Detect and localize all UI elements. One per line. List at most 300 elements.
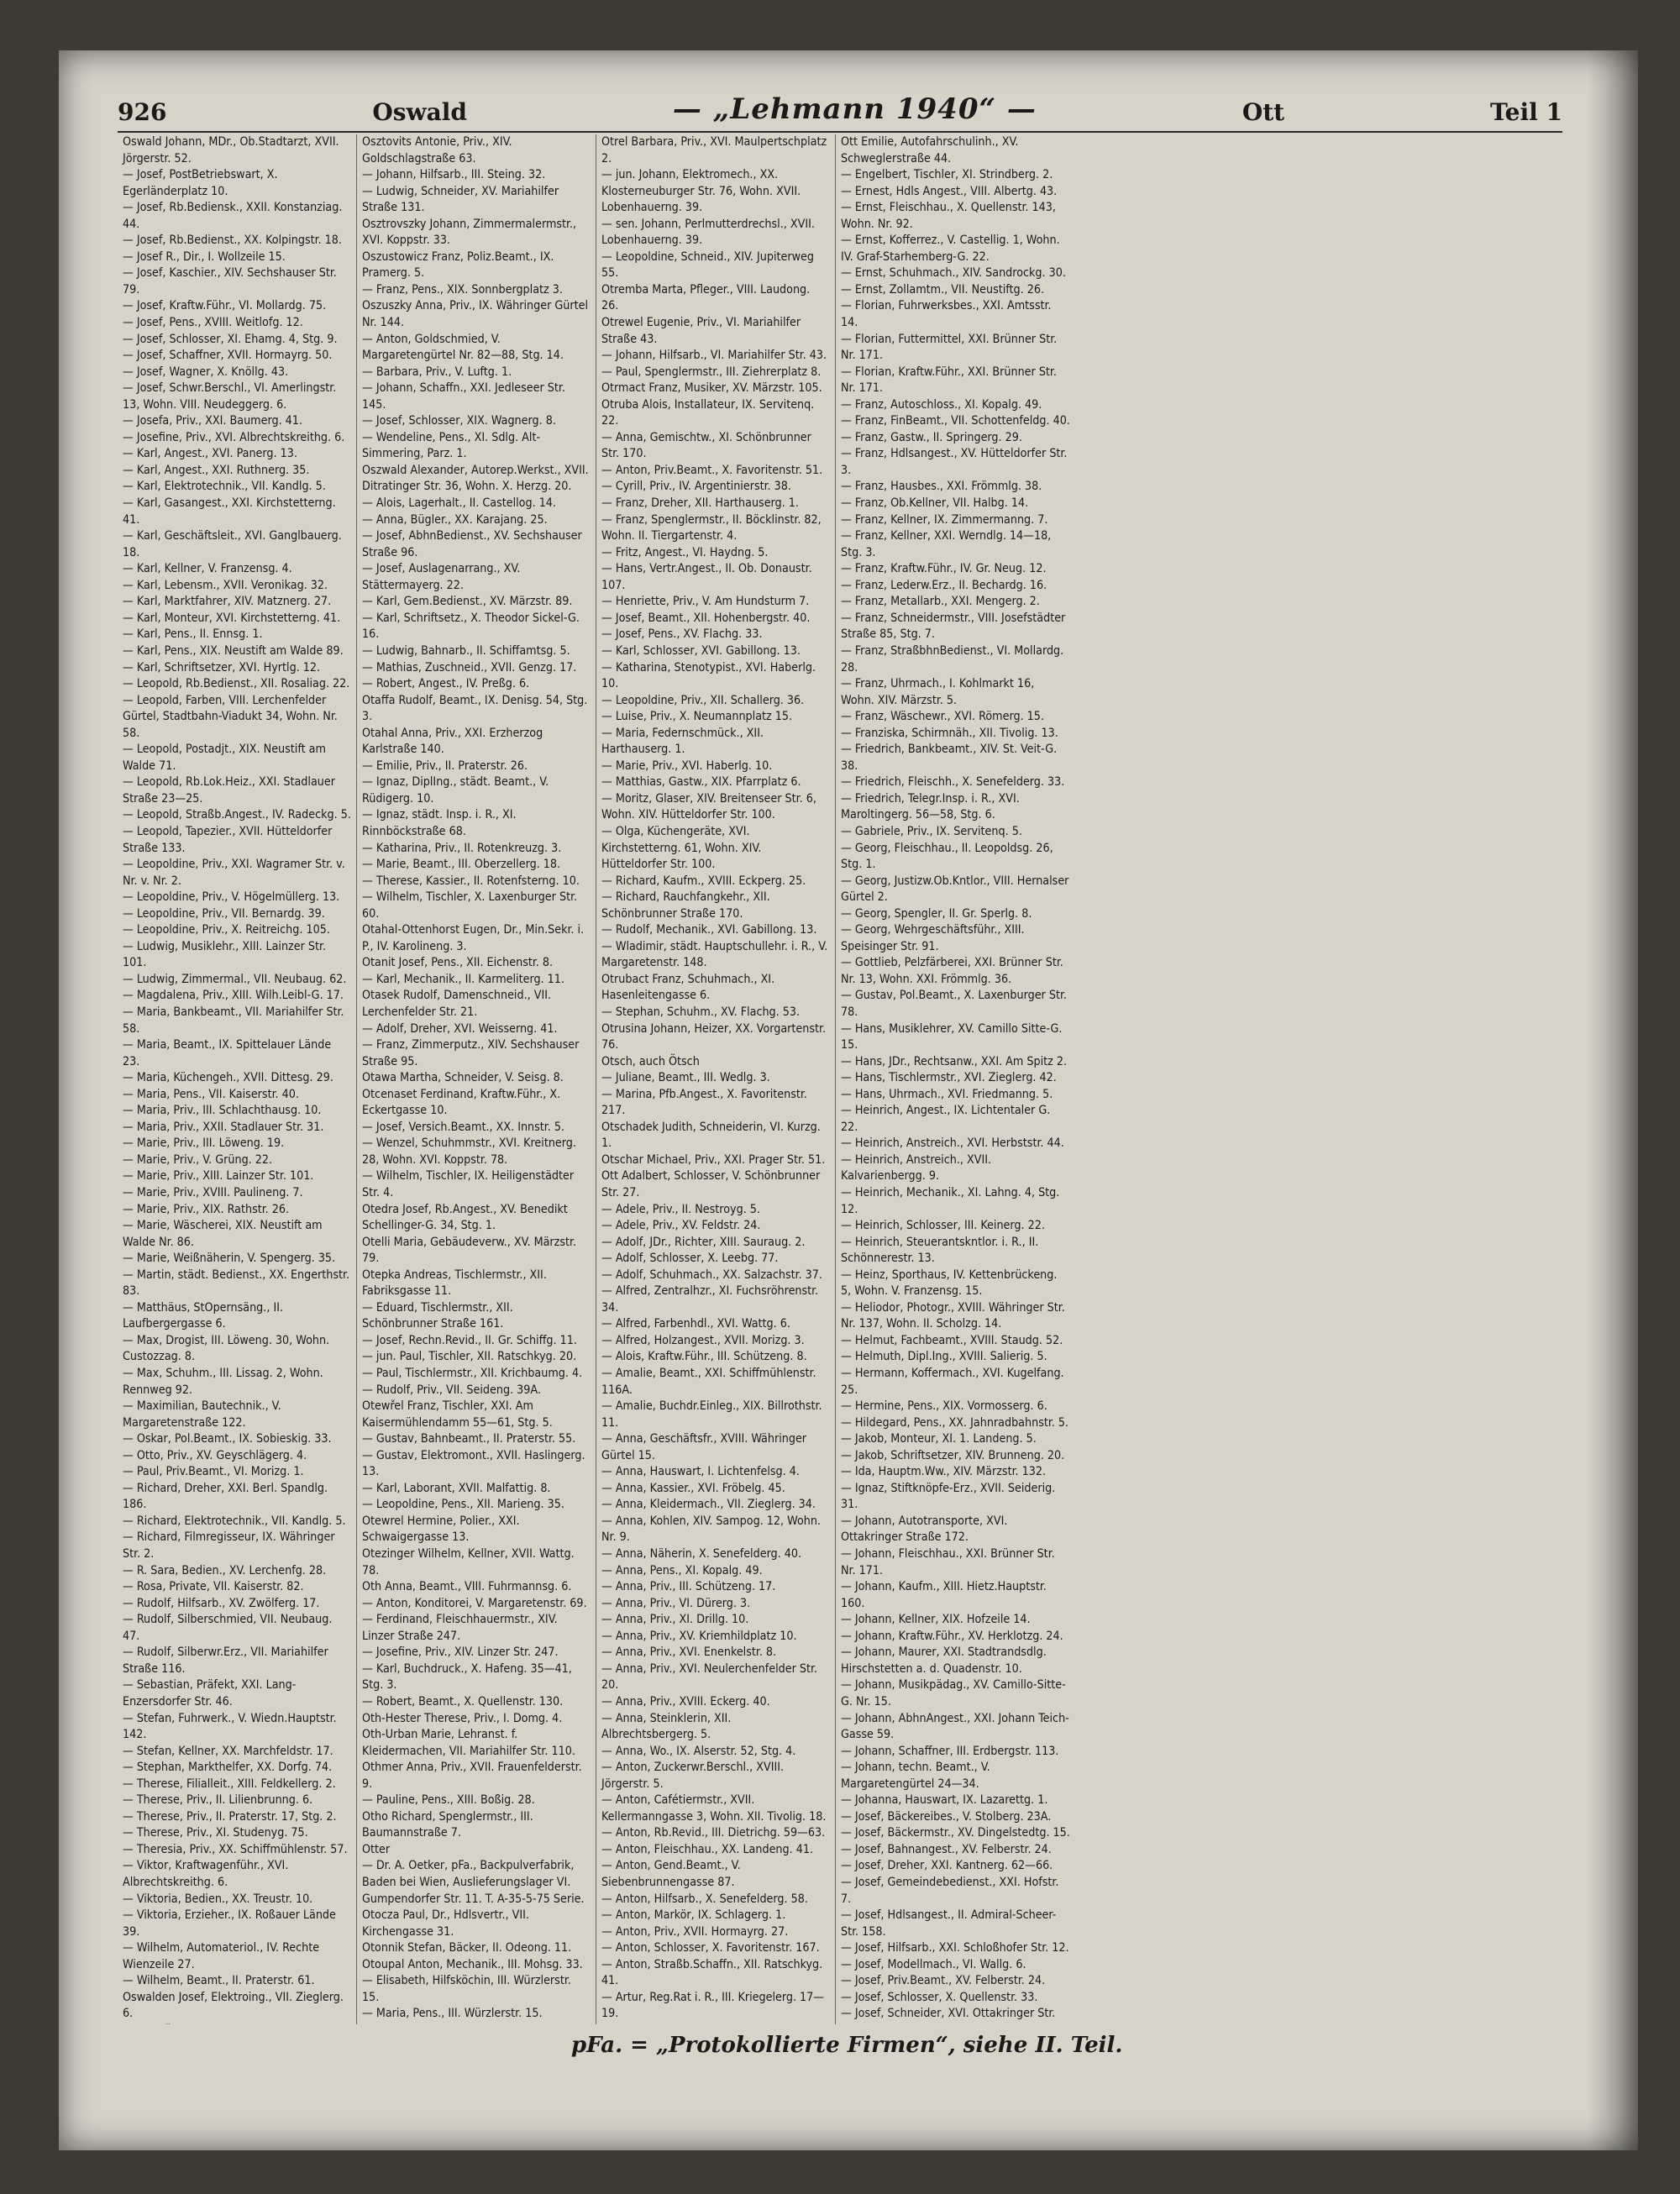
- directory-entry: — Josefine, Priv., XIV. Linzer Str. 247.: [362, 1646, 559, 1660]
- directory-entry: — Max, Drogist, III. Löweng. 30, Wohn. Custozzag. 8.: [123, 1333, 330, 1364]
- directory-entry: — Mathias, Zuschneid., XVII. Genzg. 17.: [362, 660, 577, 674]
- directory-entry: Otelli Maria, Gebäudeverw., XV. Märzstr. 79.: [362, 1235, 576, 1266]
- directory-entry: — Therese, Priv., II. Lilienbrunng. 6.: [123, 1793, 313, 1808]
- directory-entry: Oszwald Alexander, Autorep.Werkst., XVII. Ditratinger Str. 36, Wohn. X. Herzg. 20.: [362, 463, 589, 494]
- directory-entry: — Dr. A. Oetker, pFa., Backpulverfabrik, Baden bei Wien, Auslieferungslager VI. Gumpendorfer Str. 11. T. A-35-5-75 Serie.: [362, 1859, 585, 1906]
- directory-entry: — sen. Johann, Perlmutterdrechsl., XVII. Lobenhauerng. 39.: [601, 217, 815, 248]
- directory-entry: — Anna, Priv., XVI. Neulerchenfelder Str. 20.: [601, 1661, 817, 1693]
- directory-entry: — Ludwig, Bahnarb., II. Schiffamtsg. 5.: [362, 643, 570, 658]
- directory-entry: Ott Adalbert, Schlosser, V. Schönbrunner Str. 27.: [601, 1169, 821, 1199]
- directory-entry: — Ignaz, städt. Insp. i. R., XI. Rinnböckstraße 68.: [362, 808, 517, 838]
- directory-entry: Oszuszky Anna, Priv., IX. Währinger Gürtel Nr. 144.: [362, 299, 589, 330]
- directory-entry: — Therese, Priv., XI. Studenyg. 75.: [123, 1826, 308, 1840]
- directory-entry: Otrewel Eugenie, Priv., VI. Mariahilfer Straße 43.: [601, 316, 801, 346]
- column-1: [118, 134, 357, 2024]
- directory-entry: — Gustav, Elektromont., XVII. Haslingerg. 13.: [362, 1448, 585, 1479]
- directory-entry: — Heinrich, Schlosser, III. Keinerg. 22.: [841, 1219, 1045, 1233]
- directory-entry: — Franz, Schneidermstr., VIII. Josefstädter Straße 85, Stg. 7.: [841, 611, 1066, 642]
- directory-entry: — Wladimir, städt. Hauptschullehr. i. R., V. Margaretenstr. 148.: [601, 939, 828, 970]
- directory-entry: — Josef, Hilfsarb., XXI. Schloßhofer Str. 12.: [841, 1941, 1069, 1955]
- directory-entry: — Franz, Ob.Kellner, VII. Halbg. 14.: [841, 496, 1029, 511]
- directory-entry: — Georg, Wehrgeschäftsführ., XIII. Speisinger Str. 91.: [841, 923, 1025, 953]
- directory-entry: Otrel Barbara, Priv., XVI. Maulpertschplatz 2.: [601, 135, 827, 165]
- directory-entry: — Maria, Beamt., IX. Spittelauer Lände 23.: [123, 1038, 332, 1068]
- directory-entry: — Josef, Dreher, XXI. Kantnerg. 62—66.: [841, 1859, 1053, 1873]
- directory-entry: — Alfred, Farbenhdl., XVI. Wattg. 6.: [601, 1317, 790, 1331]
- directory-entry: — Josefa, Priv., XXI. Baumerg. 41.: [123, 414, 302, 428]
- directory-entry: — Marina, Pfb.Angest., X. Favoritenstr. 217.: [601, 1087, 807, 1118]
- directory-entry: — Leopold, Farben, VIII. Lerchenfelder Gürtel, Stadtbahn-Viadukt 34, Wohn. Nr. 58.: [123, 693, 338, 740]
- directory-entry: — Anna, Priv., VI. Dürerg. 3.: [601, 1596, 751, 1610]
- directory-entry: — Johann, Autotransporte, XVI. Ottakringer Straße 172.: [841, 1514, 1008, 1545]
- directory-entry: — Paul, Priv.Beamt., VI. Morizg. 1.: [123, 1465, 304, 1479]
- directory-entry: — Heinrich, Anstreich., XVI. Herbststr. 44.: [841, 1136, 1064, 1151]
- directory-entry: — Anna, Geschäftsfr., XVIII. Währinger Gürtel 15.: [601, 1432, 807, 1462]
- section-label: Teil 1: [1490, 98, 1562, 126]
- directory-entry: — Alois, Kraftw.Führ., III. Schützeng. 8.: [601, 1350, 807, 1364]
- directory-entry: — Luise, Priv., X. Neumannplatz 15.: [601, 710, 793, 724]
- directory-entry: — Helmut, Fachbeamt., XVIII. Staudg. 52.: [841, 1333, 1063, 1347]
- directory-entry: [362, 2023, 591, 2024]
- directory-entry: Oth Anna, Beamt., VIII. Fuhrmannsg. 6.: [362, 1580, 572, 1594]
- directory-entry: Osztrovszky Johann, Zimmermalermstr., XVI. Koppstr. 33.: [362, 217, 577, 248]
- directory-entry: — Johann, Musikpädag., XV. Camillo-Sitte-G. Nr. 15.: [841, 1678, 1066, 1708]
- directory-entry: — Friedrich, Telegr.Insp. i. R., XVI. Maroltingerg. 56—58, Stg. 6.: [841, 791, 1020, 822]
- directory-entry: — Josef, Auslagenarrang., XV. Stättermayerg. 22.: [362, 562, 521, 592]
- directory-entry: — Josef, AbhnBedienst., XV. Sechshauser Straße 96.: [362, 529, 582, 559]
- directory-entry: — Adolf, Dreher, XVI. Weisserng. 41.: [362, 1021, 558, 1036]
- directory-entry: — Ludwig, Zimmermal., VII. Neubaug. 62.: [123, 972, 347, 986]
- directory-entry: — Wilhelm, Beamt., II. Praterstr. 61.: [123, 1974, 315, 1988]
- directory-entry: — Josef, Kraftw.Führ., VI. Mollardg. 75.: [123, 299, 327, 313]
- directory-entry: — Artur, Reg.Rat i. R., III. Kriegelerg. 17—19.: [601, 1990, 825, 2021]
- directory-entry: — Karl, Pens., II. Ennsg. 1.: [123, 627, 263, 642]
- directory-entry: — Richard, Elektrotechnik., VII. Kandlg. 5.: [123, 1514, 346, 1528]
- directory-entry: — Adolf, JDr., Richter, XIII. Sauraug. 2.: [601, 1235, 806, 1249]
- directory-entry: — Marie, Priv., XIII. Lainzer Str. 101.: [123, 1169, 314, 1184]
- directory-entry: — Johanna, Hauswart, IX. Lazarettg. 1.: [841, 1793, 1048, 1808]
- directory-entry: — Engelbert, Tischler, XI. Strindberg. 2.: [841, 168, 1053, 182]
- directory-entry: — Stephan, Schuhm., XV. Flachg. 53.: [601, 1005, 801, 1019]
- directory-entry: — Maximilian, Bautechnik., V. Margaretenstraße 122.: [123, 1399, 281, 1430]
- page-number: 926: [118, 98, 167, 126]
- directory-entry: — Hildegard, Pens., XX. Jahnradbahnstr. 5.: [841, 1415, 1069, 1430]
- directory-entry: Oswalden Josef, Elektroing., VII. Zieglerg. 6.: [123, 1990, 344, 2021]
- directory-entry: — Paul, Spenglermstr., III. Ziehrerplatz 8.: [601, 365, 822, 379]
- directory-entry: — Anton, Schlosser, X. Favoritenstr. 167.: [601, 1941, 820, 1955]
- directory-entry: — Anna, Priv., XV. Kriemhildplatz 10.: [601, 1629, 797, 1643]
- directory-entry: — Josef, Modellmach., VI. Wallg. 6.: [841, 1957, 1026, 1971]
- directory-entry: — Richard, Filmregisseur, IX. Währinger Str. 2.: [123, 1530, 335, 1562]
- directory-entry: — R. Sara, Bedien., XV. Lerchenfg. 28.: [123, 1563, 327, 1577]
- directory-entry: — Alfred, Holzangest., XVII. Morizg. 3.: [601, 1333, 805, 1347]
- directory-entry: — Wilhelm, Automateriol., IV. Rechte Wienzeile 27.: [123, 1941, 320, 1971]
- directory-entry: — Johann, Fleischhau., XXI. Brünner Str. Nr. 171.: [841, 1547, 1055, 1577]
- directory-entry: — Anton, Markör, IX. Schlagerg. 1.: [601, 1908, 786, 1923]
- directory-entry: — Stefan, Kellner, XX. Marchfeldstr. 17.: [123, 1744, 333, 1758]
- directory-entry: — Ernst, Zollamtm., VII. Neustiftg. 26.: [841, 282, 1045, 297]
- directory-entry: — Helmuth, Dipl.Ing., XVIII. Salierig. 5.: [841, 1350, 1047, 1364]
- directory-entry: — Adele, Priv., XV. Feldstr. 24.: [601, 1219, 761, 1233]
- directory-entry: — Hermann, Koffermach., XVI. Kugelfang. 25.: [841, 1367, 1064, 1397]
- column-2: [357, 134, 596, 2024]
- directory-entry: — jun. Johann, Elektromech., XX. Klosterneuburger Str. 76, Wohn. XVII. Lobenhauerng. 39.: [601, 168, 801, 215]
- directory-entry: — Alois, Lagerhalt., II. Castellog. 14.: [362, 496, 556, 511]
- directory-entry: — Sebastian, Präfekt, XXI. Lang-Enzersdorfer Str. 46.: [123, 1678, 297, 1708]
- directory-entry: — Adolf, Schlosser, X. Leebg. 77.: [601, 1252, 779, 1266]
- directory-entry: — Marie, Wäscherei, XIX. Neustift am Walde Nr. 86.: [123, 1219, 323, 1249]
- directory-entry: — Stephan, Markthelfer, XX. Dorfg. 74.: [123, 1761, 333, 1775]
- directory-entry: — Franz, Gastw., II. Springerg. 29.: [841, 430, 1022, 444]
- directory-entry: — Therese, Filialleit., XIII. Feldkellerg. 2.: [123, 1777, 336, 1791]
- directory-entry: — Josef, Schlosser, XI. Ehamg. 4, Stg. 9.: [123, 332, 338, 346]
- directory-entry: — Johann, techn. Beamt., V. Margaretengürtel 24—34.: [841, 1761, 990, 1791]
- directory-entry: — Ernst, Schuhmach., XIV. Sandrockg. 30.: [841, 266, 1066, 281]
- directory-entry: — Rudolf, Mechanik., XVI. Gabillong. 13.: [601, 923, 817, 937]
- directory-entry: — Henriette, Priv., V. Am Hundsturm 7.: [601, 595, 810, 609]
- directory-entry: — Johann, Kellner, XIX. Hofzeile 14.: [841, 1613, 1031, 1627]
- directory-entry: — Anton, Straßb.Schaffn., XII. Ratschkyg. 41.: [601, 1957, 823, 1988]
- directory-entry: Otrubact Franz, Schuhmach., XI. Hasenleitengasse 6.: [601, 972, 775, 1003]
- directory-entry: — Anton, Priv., XVII. Hormayrg. 27.: [601, 1924, 789, 1939]
- directory-entry: — Leopoldine, Priv., XII. Schallerg. 36.: [601, 693, 805, 707]
- directory-entry: — Martin, städt. Bedienst., XX. Engerthstr. 83.: [123, 1268, 350, 1299]
- directory-entry: — Maria, Pens., VII. Kaiserstr. 40.: [123, 1087, 299, 1101]
- directory-entry: — Leopoldine, Schneid., XIV. Jupiterweg 55.: [601, 249, 814, 281]
- directory-entry: — Josef, Bäckermstr., XV. Dingelstedtg. 15.: [841, 1826, 1070, 1840]
- directory-entry: [123, 2023, 351, 2024]
- directory-entry: — Florian, Fuhrwerksbes., XXI. Amtsstr. 14.: [841, 299, 1052, 330]
- directory-entry: — Leopold, Tapezier., XVII. Hütteldorfer Straße 133.: [123, 824, 333, 855]
- directory-entry: — Hans, Vertr.Angest., II. Ob. Donaustr. 107.: [601, 562, 812, 592]
- directory-entry: — Pauline, Pens., XIII. Boßig. 28.: [362, 1793, 535, 1808]
- directory-entry: — Rosa, Private, VII. Kaiserstr. 82.: [123, 1580, 304, 1594]
- directory-entry: Otaffa Rudolf, Beamt., IX. Denisg. 54, Stg. 3.: [362, 693, 588, 724]
- directory-entry: — Josef, Bäckereibes., V. Stolberg. 23A.: [841, 1809, 1052, 1824]
- directory-entry: Otcenaset Ferdinand, Kraftw.Führ., X. Eckertgasse 10.: [362, 1087, 561, 1118]
- directory-entry: — Anton, Zuckerwr.Berschl., XVIII. Jörgerstr. 5.: [601, 1761, 785, 1791]
- directory-entry: Othmer Anna, Priv., XVII. Frauenfelderstr. 9.: [362, 1761, 582, 1791]
- directory-entry: — Amalie, Beamt., XXI. Schiffmühlenstr. 116A.: [601, 1367, 816, 1397]
- directory-entry: — Georg, Justizw.Ob.Kntlor., VIII. Hernalser Gürtel 2.: [841, 874, 1069, 905]
- directory-entry: — Josef, Pens., XVIII. Weitlofg. 12.: [123, 316, 303, 330]
- directory-entry: — Josef, Wagner, X. Knöllg. 43.: [123, 365, 289, 379]
- directory-entry: — Marie, Priv., XIX. Rathstr. 26.: [123, 1202, 290, 1216]
- directory-entry: — Georg, Spengler, II. Gr. Sperlg. 8.: [841, 906, 1032, 921]
- directory-entry: — Franz, Dreher, XII. Harthauserg. 1.: [601, 496, 799, 511]
- directory-entry: — Viktoria, Erzieher., IX. Roßauer Lände 39.: [123, 1908, 336, 1939]
- directory-entry: — Heinrich, Angest., IX. Lichtentaler G. 22.: [841, 1104, 1051, 1134]
- directory-entry: — Ernst, Fleischhau., X. Quellenstr. 143, Wohn. Nr. 92.: [841, 201, 1056, 231]
- directory-entry: — Katharina, Stenotypist., XVI. Haberlg. 10.: [601, 660, 816, 691]
- directory-entry: — Anton, Cafétiermstr., XVII. Kellermanngasse 3, Wohn. XII. Tivolig. 18.: [601, 1793, 827, 1824]
- directory-entry: — Franz, StraßbhnBedienst., VI. Mollardg. 28.: [841, 643, 1064, 674]
- directory-entry: — Gustav, Pol.Beamt., X. Laxenburger Str. 78.: [841, 989, 1067, 1019]
- directory-entry: — Anton, Priv.Beamt., X. Favoritenstr. 51.: [601, 463, 823, 477]
- directory-entry: — Franz, Zimmerputz., XIV. Sechshauser Straße 95.: [362, 1038, 580, 1068]
- directory-entry: Otedra Josef, Rb.Angest., XV. Benedikt Schellinger-G. 34, Stg. 1.: [362, 1202, 568, 1233]
- directory-entry: — Therese, Priv., II. Praterstr. 17, Stg. 2.: [123, 1809, 337, 1824]
- directory-entry: — Franz, Kellner, XXI. Werndlg. 14—18, Stg. 3.: [841, 529, 1052, 559]
- directory-entry: — Franz, Uhrmach., I. Kohlmarkt 16, Wohn. XIV. Märzstr. 5.: [841, 677, 1035, 707]
- directory-entry: Otasek Rudolf, Damenschneid., VII. Lerchenfelder Str. 21.: [362, 989, 552, 1019]
- directory-entry: — Marie, Weißnäherin, V. Spengerg. 35.: [123, 1252, 336, 1266]
- directory-entry: Otschar Michael, Priv., XXI. Prager Str. 51.: [601, 1152, 826, 1167]
- directory-entry: — Anton, Fleischhau., XX. Landeng. 41.: [601, 1842, 814, 1856]
- directory-entry: — Anna, Hauswart, I. Lichtenfelsg. 4.: [601, 1465, 800, 1479]
- directory-entry: — Karl, Mechanik., II. Karmeliterg. 11.: [362, 972, 564, 986]
- directory-page: [59, 50, 1638, 2150]
- column-4: [836, 134, 1075, 2024]
- directory-entry: — Viktoria, Bedien., XX. Treustr. 10.: [123, 1892, 313, 1906]
- directory-entry: — Franz, Metallarb., XXI. Mengerg. 2.: [841, 595, 1040, 609]
- directory-entry: — Adolf, Schuhmach., XX. Salzachstr. 37.: [601, 1268, 822, 1282]
- directory-entry: Otahal Anna, Priv., XXI. Erzherzog Karlstraße 140.: [362, 726, 543, 757]
- directory-entry: — Richard, Rauchfangkehr., XII. Schönbrunner Straße 170.: [601, 890, 770, 921]
- directory-entry: — Franz, Autoschloss., XI. Kopalg. 49.: [841, 397, 1042, 412]
- directory-entry: — Josef, Rechn.Revid., II. Gr. Schiffg. 11.: [362, 1333, 577, 1347]
- directory-entry: Otter: [362, 1842, 391, 1856]
- directory-entry: — Franziska, Schirmnäh., XII. Tivolig. 13.: [841, 726, 1058, 740]
- directory-entry: — Eduard, Tischlermstr., XII. Schönbrunner Straße 161.: [362, 1300, 513, 1331]
- directory-entry: — Franz, FinBeamt., VII. Schottenfeldg. 40.: [841, 414, 1070, 428]
- directory-entry: — Anna, Wo., IX. Alserstr. 52, Stg. 4.: [601, 1744, 796, 1758]
- directory-entry: — Amalie, Buchdr.Einleg., XIX. Billrothstr. 11.: [601, 1399, 822, 1430]
- directory-entry: — Josef, Schneider, XVI. Ottakringer Str.: [841, 2007, 1056, 2021]
- directory-entry: — Ignaz, DiplIng., städt. Beamt., V. Rüdigerg. 10.: [362, 775, 549, 806]
- directory-entry: — Viktor, Kraftwagenführ., XVI. Albrechtskreithg. 6.: [123, 1859, 289, 1889]
- directory-entry: — Therese, Kassier., II. Rotenfsterng. 10.: [362, 874, 580, 888]
- page-title: — „Lehmann 1940“ —: [672, 92, 1037, 126]
- directory-entry: — Josef, Schlosser, X. Quellenstr. 33.: [841, 1990, 1038, 2004]
- directory-entry: — Friedrich, Bankbeamt., XIV. St. Veit-G. 38.: [841, 743, 1058, 773]
- directory-entry: — Heinrich, Anstreich., XVII. Kalvarienbergg. 9.: [841, 1152, 992, 1184]
- directory-entry: — Heinrich, Mechanik., XI. Lahng. 4, Stg. 12.: [841, 1186, 1060, 1216]
- directory-entry: — Josef, Gemeindebedienst., XXI. Hofstr. 7.: [841, 1875, 1059, 1906]
- directory-entry: — Ernest, Hdls Angest., VIII. Albertg. 43.: [841, 184, 1058, 198]
- directory-entry: — Karl, Pens., XIX. Neustift am Walde 89.: [123, 643, 344, 658]
- directory-entry: — Karl, Gasangest., XXI. Kirchstetterng. 41.: [123, 496, 336, 527]
- directory-entry: — Anna, Steinklerin, XII. Albrechtsbergerg. 5.: [601, 1711, 732, 1742]
- directory-entry: — Anna, Pens., XI. Kopalg. 49.: [601, 1563, 763, 1577]
- directory-entry: — Josef R., Dir., I. Wollzeile 15.: [123, 249, 286, 264]
- directory-entry: — Rudolf, Priv., VII. Seideng. 39A.: [362, 1383, 541, 1397]
- directory-entry: — Leopold, Rb.Bedienst., XII. Rosaliag. 22.: [123, 677, 350, 691]
- footer-note: pFa. = „Protokollierte Firmen“, siehe II. Teil.: [571, 2033, 1123, 2058]
- directory-entry: — Josef, Schlosser, XIX. Wagnerg. 8.: [362, 414, 556, 428]
- directory-entry: — Jakob, Schriftsetzer, XIV. Brunneng. 20.: [841, 1448, 1065, 1462]
- directory-entry: — Maria, Küchengeh., XVII. Dittesg. 29.: [123, 1071, 333, 1085]
- directory-entry: — Olga, Küchengeräte, XVI. Kirchstetterng. 61, Wohn. XIV. Hütteldorfer Str. 100.: [601, 824, 762, 872]
- directory-entry: — Wilhelm, Tischler, IX. Heiligenstädter Str. 4.: [362, 1169, 575, 1199]
- left-keyword: Oswald: [372, 98, 467, 126]
- directory-entry: Oth-Hester Therese, Priv., I. Domg. 4.: [362, 1711, 563, 1725]
- directory-entry: — Franz, Hausbes., XXI. Frömmlg. 38.: [841, 480, 1042, 494]
- directory-entry: — Karl, Monteur, XVI. Kirchstetterng. 41.: [123, 611, 341, 625]
- directory-entry: — Karl, Schriftsetzer, XVI. Hyrtlg. 12.: [123, 660, 321, 674]
- directory-entry: — jun. Paul, Tischler, XII. Ratschkyg. 20.: [362, 1350, 577, 1364]
- directory-entry: [601, 2023, 830, 2024]
- directory-entry: — Rudolf, Silberwr.Erz., VII. Mariahilfer Straße 116.: [123, 1646, 328, 1676]
- directory-entry: — Karl, Angest., XXI. Ruthnerg. 35.: [123, 463, 310, 477]
- directory-entry: — Wenzel, Schuhmmstr., XVI. Kreitnerg. 28, Wohn. XVI. Koppstr. 78.: [362, 1136, 576, 1167]
- directory-entry: — Leopold, Postadjt., XIX. Neustift am Walde 71.: [123, 743, 326, 773]
- directory-entry: — Josef, Schaffner, XVII. Hormayrg. 50.: [123, 349, 333, 363]
- column-3: [596, 134, 836, 2024]
- directory-entry: — Josef, Bahnangest., XV. Felberstr. 24.: [841, 1842, 1052, 1856]
- directory-entry: Oszustowicz Franz, Poliz.Beamt., IX. Pramerg. 5.: [362, 249, 554, 281]
- directory-entry: — Florian, Kraftw.Führ., XXI. Brünner Str. Nr. 171.: [841, 365, 1057, 396]
- directory-entry: — Johann, Kaufm., XIII. Hietz.Hauptstr. 160.: [841, 1580, 1047, 1610]
- directory-entry: — Friedrich, Fleischh., X. Senefelderg. 33.: [841, 775, 1065, 790]
- directory-entry: Osztovits Antonie, Priv., XIV. Goldschlagstraße 63.: [362, 135, 512, 165]
- directory-entry: — Marie, Beamt., III. Oberzellerg. 18.: [362, 858, 561, 872]
- directory-entry: — Katharina, Priv., II. Rotenkreuzg. 3.: [362, 841, 562, 855]
- directory-entry: Otruba Alois, Installateur, IX. Servitenq. 22.: [601, 397, 815, 428]
- directory-entry: — Franz, Wäschewr., XVI. Römerg. 15.: [841, 710, 1044, 724]
- directory-entry: — Anna, Priv., XVI. Enenkelstr. 8.: [601, 1646, 777, 1660]
- directory-entry: — Leopoldine, Priv., VII. Bernardg. 39.: [123, 906, 325, 921]
- directory-entry: — Leopold, Rb.Lok.Heiz., XXI. Stadlauer Straße 23—25.: [123, 775, 335, 806]
- directory-entry: — Josef, Versich.Beamt., XX. Innstr. 5.: [362, 1120, 565, 1134]
- directory-entry: — Franz, Spenglermstr., II. Böcklinstr. 82, Wohn. II. Tiergartenstr. 4.: [601, 512, 822, 543]
- right-keyword: Ott: [1242, 98, 1285, 126]
- directory-entry: — Paul, Tischlermstr., XII. Krichbaumg. 4.: [362, 1367, 583, 1381]
- directory-entry: — Karl, Schriftsetz., X. Theodor Sickel-G. 16.: [362, 611, 580, 642]
- directory-entry: — Ernst, Kofferrez., V. Castellig. 1, Wohn. IV. Graf-Starhemberg-G. 22.: [841, 234, 1060, 264]
- directory-entry: — Gabriele, Priv., IX. Servitenq. 5.: [841, 824, 1022, 838]
- directory-entry: — Cyrill, Priv., IV. Argentinierstr. 38.: [601, 480, 791, 494]
- directory-entry: Otoupal Anton, Mechanik., III. Mohsg. 33.: [362, 1957, 583, 1971]
- directory-entry: — Marie, Priv., XVI. Haberlg. 10.: [601, 758, 773, 773]
- directory-entry: — Josef, Beamt., XII. Hohenbergstr. 40.: [601, 611, 811, 625]
- directory-entry: — Karl, Marktfahrer, XIV. Matznerg. 27.: [123, 595, 332, 609]
- directory-entry: — Maria, Federnschmück., XII. Harthauserg. 1.: [601, 726, 764, 757]
- directory-entry: — Josefine, Priv., XVI. Albrechtskreithg. 6.: [123, 430, 345, 444]
- directory-entry: — Josef, PostBetriebswart, X. Egerländerplatz 10.: [123, 168, 278, 198]
- directory-entry: — Karl, Buchdruck., X. Hafeng. 35—41, Stg. 3.: [362, 1661, 572, 1693]
- directory-entry: Otewřel Franz, Tischler, XXI. Am Kaisermühlendamm 55—61, Stg. 5.: [362, 1399, 553, 1430]
- directory-entry: Otepka Andreas, Tischlermstr., XII. Fabriksgasse 11.: [362, 1268, 547, 1299]
- directory-entry: — Karl, Angest., XVI. Panerg. 13.: [123, 447, 297, 461]
- directory-entry: — Anna, Priv., XVIII. Eckerg. 40.: [601, 1694, 770, 1708]
- directory-entry: — Anna, Bügler., XX. Karajang. 25.: [362, 512, 548, 527]
- directory-entry: — Gustav, Bahnbeamt., II. Praterstr. 55.: [362, 1432, 576, 1446]
- directory-entry: — Anton, Gend.Beamt., V. Siebenbrunnengasse 87.: [601, 1859, 741, 1889]
- directory-entry: — Karl, Gem.Bedienst., XV. Märzstr. 89.: [362, 595, 573, 609]
- directory-entry: — Heinrich, Steuerantskntlor. i. R., II. Schönnerestr. 13.: [841, 1235, 1039, 1266]
- directory-entry: — Ludwig, Schneider, XV. Mariahilfer Straße 131.: [362, 184, 559, 215]
- directory-entry: — Ignaz, Stiftknöpfe-Erz., XVII. Seiderig. 31.: [841, 1481, 1056, 1512]
- directory-entry: — Leopoldine, Priv., XXI. Wagramer Str. v. Nr. v. Nr. 2.: [123, 858, 345, 888]
- directory-entry: — Maria, Bankbeamt., VII. Mariahilfer Str. 58.: [123, 1005, 344, 1036]
- directory-entry: Oswald Johann, MDr., Ob.Stadtarzt, XVII. Jörgerstr. 52.: [123, 135, 339, 165]
- directory-entry: Ott Emilie, Autofahrschulinh., XV. Schweglerstraße 44.: [841, 135, 1019, 165]
- directory-entry: — Magdalena, Priv., XIII. Wilh.Leibl-G. 17.: [123, 989, 344, 1003]
- directory-entry: — Anna, Priv., XI. Drillg. 10.: [601, 1613, 749, 1627]
- directory-entry: — Rudolf, Silberschmied, VII. Neubaug. 47.: [123, 1613, 333, 1643]
- directory-entry: — Anna, Priv., III. Schützeng. 17.: [601, 1580, 776, 1594]
- directory-entry: — Johann, Hilfsarb., VI. Mariahilfer Str. 43.: [601, 349, 827, 363]
- directory-entry: — Josef, Rb.Bedienst., XX. Kolpingstr. 18.: [123, 234, 342, 248]
- directory-entry: — Robert, Angest., IV. Preßg. 6.: [362, 677, 530, 691]
- directory-entry: Otanit Josef, Pens., XII. Eichenstr. 8.: [362, 956, 554, 970]
- directory-entry: — Alfred, Zentralhzr., XI. Fuchsröhrenstr. 34.: [601, 1284, 819, 1315]
- directory-entry: — Marie, Priv., XVIII. Paulineng. 7.: [123, 1186, 303, 1199]
- directory-entry: — Hermine, Pens., XIX. Vormosserg. 6.: [841, 1399, 1047, 1414]
- directory-entry: — Heliodor, Photogr., XVIII. Währinger Str. Nr. 137, Wohn. II. Scholzg. 14.: [841, 1300, 1065, 1331]
- directory-entry: — Leopoldine, Priv., X. Reitreichg. 105.: [123, 923, 330, 937]
- directory-entry: — Anna, Kassier., XVI. Fröbelg. 45.: [601, 1481, 785, 1495]
- directory-entry: — Johann, AbhnAngest., XXI. Johann Teich-Gasse 59.: [841, 1711, 1069, 1742]
- directory-entry: — Josef, Kaschier., XIV. Sechshauser Str. 79.: [123, 266, 337, 297]
- directory-entry: — Josef, Priv.Beamt., XV. Felberstr. 24.: [841, 1974, 1046, 1988]
- directory-entry: Otsch, auch Ötsch: [601, 1054, 700, 1068]
- directory-entry: — Hans, JDr., Rechtsanw., XXI. Am Spitz 2.: [841, 1054, 1068, 1068]
- directory-entry: — Moritz, Glaser, XIV. Breitenseer Str. 6, Wohn. XIV. Hütteldorfer Str. 100.: [601, 791, 816, 822]
- directory-entry: — Anna, Näherin, X. Senefelderg. 40.: [601, 1547, 802, 1562]
- directory-entry: — Karl, Lebensm., XVII. Veronikag. 32.: [123, 578, 328, 592]
- directory-entry: Otocza Paul, Dr., Hdlsvertr., VII. Kirchengasse 31.: [362, 1908, 529, 1939]
- directory-entry: — Elisabeth, Hilfsköchin, III. Würzlerstr. 15.: [362, 1974, 571, 2004]
- directory-entry: — Karl, Schlosser, XVI. Gabillong. 13.: [601, 643, 801, 658]
- directory-entry: — Johann, Maurer, XXI. Stadtrandsdlg. Hirschstetten a. d. Quadenstr. 10.: [841, 1646, 1047, 1676]
- directory-entry: Otrusina Johann, Heizer, XX. Vorgartenstr. 76.: [601, 1021, 827, 1052]
- directory-entry: Otschadek Judith, Schneiderin, VI. Kurzg. 1.: [601, 1120, 821, 1151]
- directory-entry: — Anton, Goldschmied, V. Margaretengürtel Nr. 82—88, Stg. 14.: [362, 332, 564, 363]
- directory-entry: — Karl, Geschäftsleit., XVI. Ganglbauerg. 18.: [123, 529, 342, 559]
- directory-entry: — Wilhelm, Tischler, X. Laxenburger Str. 60.: [362, 890, 578, 921]
- directory-entry: Otonnik Stefan, Bäcker, II. Odeong. 11.: [362, 1941, 572, 1955]
- directory-entry: — Rudolf, Hilfsarb., XV. Zwölferg. 17.: [123, 1596, 320, 1610]
- directory-entry: — Hans, Musiklehrer, XV. Camillo Sitte-G. 15.: [841, 1021, 1063, 1052]
- directory-entry: — Josef, Pens., XV. Flachg. 33.: [601, 627, 763, 642]
- directory-entry: — Maria, Pens., III. Würzlerstr. 15.: [362, 2007, 543, 2021]
- directory-entry: — Matthäus, StOpernsäng., II. Laufbergergasse 6.: [123, 1300, 284, 1331]
- directory-entry: — Josef, Schwr.Berschl., VI. Amerlingstr. 13, Wohn. VIII. Neudeggerg. 6.: [123, 381, 337, 412]
- directory-entry: — Oskar, Pol.Beamt., IX. Sobieskig. 33.: [123, 1432, 332, 1446]
- directory-entry: — Anna, Gemischtw., XI. Schönbrunner Str. 170.: [601, 430, 811, 461]
- directory-entry: Otezinger Wilhelm, Kellner, XVII. Wattg. 78.: [362, 1547, 575, 1577]
- directory-entry: — Georg, Fleischhau., II. Leopoldsg. 26, Stg. 1.: [841, 841, 1053, 872]
- directory-entry: — Josef, Rb.Bediensk., XXII. Konstanziag. 44.: [123, 201, 343, 231]
- directory-entry: — Matthias, Gastw., XIX. Pfarrplatz 6.: [601, 775, 801, 790]
- directory-entry: — Johann, Schaffn., XXI. Jedleseer Str. 145.: [362, 381, 565, 412]
- directory-entry: — Leopoldine, Priv., V. Högelmüllerg. 13.: [123, 890, 340, 905]
- directory-entry: — Anton, Rb.Revid., III. Dietrichg. 59—63.: [601, 1826, 826, 1840]
- directory-entry: — Gottlieb, Pelzfärberei, XXI. Brünner Str. Nr. 13, Wohn. XXI. Frömmlg. 36.: [841, 956, 1063, 986]
- directory-entry: — Fritz, Angest., VI. Haydng. 5.: [601, 545, 769, 559]
- directory-entry: — Max, Schuhm., III. Lissag. 2, Wohn. Rennweg 92.: [123, 1367, 323, 1397]
- directory-entry: — Theresia, Priv., XX. Schiffmühlenstr. 57.: [123, 1842, 348, 1856]
- directory-entry: — Jakob, Monteur, XI. 1. Landeng. 5.: [841, 1432, 1037, 1446]
- directory-entry: — Leopoldine, Pens., XII. Marieng. 35.: [362, 1498, 564, 1512]
- directory-entry: Otrmact Franz, Musiker, XV. Märzstr. 105.: [601, 381, 822, 396]
- directory-entry: — Richard, Kaufm., XVIII. Eckperg. 25.: [601, 874, 806, 888]
- directory-entry: — Heinz, Sporthaus, IV. Kettenbrückeng. 5, Wohn. V. Franzensg. 15.: [841, 1268, 1058, 1299]
- directory-entry: — Leopold, Straßb.Angest., IV. Radeckg. 5.: [123, 808, 351, 822]
- directory-entry: Otremba Marta, Pfleger., VIII. Laudong. 26.: [601, 282, 811, 313]
- directory-entry: — Hans, Tischlermstr., XVI. Zieglerg. 42.: [841, 1071, 1057, 1085]
- directory-entry: — Anton, Konditorei, V. Margaretenstr. 69.: [362, 1596, 587, 1610]
- directory-entry: Otahal-Ottenhorst Eugen, Dr., Min.Sekr. i. P., IV. Karolineng. 3.: [362, 923, 585, 953]
- directory-entry: — Johann, Hilfsarb., III. Steing. 32.: [362, 168, 546, 182]
- directory-entry: — Marie, Priv., III. Löweng. 19.: [123, 1136, 285, 1151]
- directory-entry: — Franz, Lederw.Erz., II. Bechardg. 16.: [841, 578, 1047, 592]
- entry-columns: [118, 134, 1630, 2024]
- directory-entry: — Maria, Priv., XXII. Stadlauer Str. 31.: [123, 1120, 324, 1134]
- directory-entry: Otewrel Hermine, Polier., XXI. Schwaigergasse 13.: [362, 1514, 520, 1545]
